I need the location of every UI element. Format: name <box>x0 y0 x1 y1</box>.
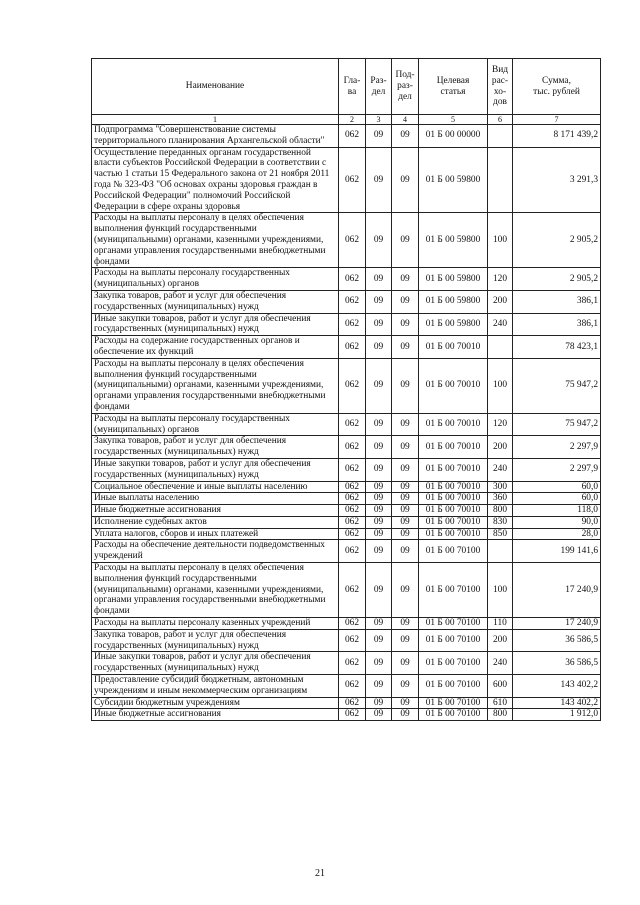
row-sum-cell: 386,1 <box>513 290 601 313</box>
row-name-cell: Иные закупки товаров, работ и услуг для обеспечения государственных (муниципальных) нужд <box>92 313 339 336</box>
row-name-cell: Расходы на выплаты персоналу в целях обеспечения выполнения функций государственными (муниципальными) органами, казенными учреждениями, органами управления государственными внебюджетными фондами <box>92 213 339 268</box>
row-sum-cell: 36 586,5 <box>513 652 601 675</box>
row-sum-cell: 2 297,9 <box>513 458 601 481</box>
row-podrazdel-cell: 09 <box>392 290 419 313</box>
row-vid-cell: 100 <box>488 213 513 268</box>
row-name-cell: Иные бюджетные ассигнования <box>92 709 339 721</box>
row-name-cell: Закупка товаров, работ и услуг для обеспечения государственных (муниципальных) нужд <box>92 436 339 459</box>
row-glava-cell: 062 <box>339 697 366 709</box>
row-name-cell: Предоставление субсидий бюджетным, автономным учреждениям и иным некоммерческим организациям <box>92 675 339 698</box>
header-name: Наименование <box>92 59 339 115</box>
row-glava-cell: 062 <box>339 413 366 436</box>
row-target-cell: 01 Б 00 70100 <box>419 675 488 698</box>
column-number: 6 <box>488 115 513 125</box>
row-razdel-cell: 09 <box>366 540 392 563</box>
row-sum-cell: 60,0 <box>513 481 601 493</box>
row-sum-cell: 2 905,2 <box>513 268 601 291</box>
row-glava-cell: 062 <box>339 652 366 675</box>
header-razdel: Раз- дел <box>366 59 392 115</box>
column-number: 7 <box>513 115 601 125</box>
row-name-cell: Осуществление переданных органам государственной власти субъектов Российской Федерации в соответствии с частью 1 статьи 15 Федерального закона от 21 ноября 2011 года № 323-ФЗ "Об основах охраны здоровья граждан в Российской Федерации" полномочий Российской Федерации в сфере охраны здоровья <box>92 147 339 213</box>
row-sum-cell: 143 402,2 <box>513 697 601 709</box>
row-vid-cell: 100 <box>488 563 513 618</box>
row-vid-cell <box>488 147 513 213</box>
row-target-cell: 01 Б 00 70100 <box>419 629 488 652</box>
row-razdel-cell: 09 <box>366 213 392 268</box>
row-vid-cell: 240 <box>488 313 513 336</box>
row-name-cell: Расходы на выплаты персоналу в целях обеспечения выполнения функций государственными (муниципальными) органами, казенными учреждениями, органами управления государственными внебюджетными фондами <box>92 358 339 413</box>
row-target-cell: 01 Б 00 70010 <box>419 336 488 359</box>
row-vid-cell <box>488 540 513 563</box>
table-row <box>92 709 601 721</box>
row-sum-cell: 17 240,9 <box>513 618 601 630</box>
row-razdel-cell: 09 <box>366 709 392 721</box>
row-podrazdel-cell: 09 <box>392 697 419 709</box>
row-sum-cell: 118,0 <box>513 505 601 517</box>
row-sum-cell: 90,0 <box>513 516 601 528</box>
row-podrazdel-cell: 09 <box>392 313 419 336</box>
row-target-cell: 01 Б 00 70010 <box>419 358 488 413</box>
header-vid: Вид рас- хо- дов <box>488 59 513 115</box>
table-row <box>92 505 601 517</box>
row-vid-cell: 830 <box>488 516 513 528</box>
row-target-cell: 01 Б 00 59800 <box>419 147 488 213</box>
row-glava-cell: 062 <box>339 618 366 630</box>
row-name-cell: Иные бюджетные ассигнования <box>92 505 339 517</box>
row-razdel-cell: 09 <box>366 675 392 698</box>
row-razdel-cell: 09 <box>366 358 392 413</box>
row-name-cell: Закупка товаров, работ и услуг для обеспечения государственных (муниципальных) нужд <box>92 290 339 313</box>
column-number-row <box>92 115 601 125</box>
row-vid-cell: 200 <box>488 629 513 652</box>
header-glava: Гла- ва <box>339 59 366 115</box>
row-razdel-cell: 09 <box>366 336 392 359</box>
row-podrazdel-cell: 09 <box>392 413 419 436</box>
table-row <box>92 147 601 213</box>
column-number: 4 <box>392 115 419 125</box>
row-razdel-cell: 09 <box>366 652 392 675</box>
row-sum-cell: 199 141,6 <box>513 540 601 563</box>
table-row <box>92 528 601 540</box>
row-name-cell: Расходы на выплаты персоналу в целях обеспечения выполнения функций государственными (муниципальными) органами, казенными учреждениями, органами управления государственными внебюджетными фондами <box>92 563 339 618</box>
row-podrazdel-cell: 09 <box>392 618 419 630</box>
table-row <box>92 413 601 436</box>
row-podrazdel-cell: 09 <box>392 505 419 517</box>
row-glava-cell: 062 <box>339 458 366 481</box>
row-razdel-cell: 09 <box>366 629 392 652</box>
row-name-cell: Уплата налогов, сборов и иных платежей <box>92 528 339 540</box>
row-sum-cell: 3 291,3 <box>513 147 601 213</box>
row-name-cell: Расходы на содержание государственных органов и обеспечение их функций <box>92 336 339 359</box>
row-target-cell: 01 Б 00 70100 <box>419 540 488 563</box>
table-body <box>92 125 601 721</box>
row-sum-cell: 75 947,2 <box>513 358 601 413</box>
table-row <box>92 268 601 291</box>
row-vid-cell: 600 <box>488 675 513 698</box>
row-vid-cell: 100 <box>488 358 513 413</box>
row-glava-cell: 062 <box>339 516 366 528</box>
row-glava-cell: 062 <box>339 147 366 213</box>
row-name-cell: Расходы на выплаты персоналу казенных учреждений <box>92 618 339 630</box>
header-podrazdel: Под- раз- дел <box>392 59 419 115</box>
header-row <box>92 59 601 115</box>
row-glava-cell: 062 <box>339 290 366 313</box>
row-vid-cell: 240 <box>488 458 513 481</box>
row-vid-cell: 240 <box>488 652 513 675</box>
table-row <box>92 313 601 336</box>
row-name-cell: Иные закупки товаров, работ и услуг для обеспечения государственных (муниципальных) нужд <box>92 652 339 675</box>
row-glava-cell: 062 <box>339 629 366 652</box>
row-vid-cell <box>488 125 513 148</box>
row-razdel-cell: 09 <box>366 618 392 630</box>
row-podrazdel-cell: 09 <box>392 147 419 213</box>
row-name-cell: Закупка товаров, работ и услуг для обеспечения государственных (муниципальных) нужд <box>92 629 339 652</box>
row-target-cell: 01 Б 00 70010 <box>419 481 488 493</box>
row-razdel-cell: 09 <box>366 563 392 618</box>
row-name-cell: Расходы на выплаты персоналу государственных (муниципальных) органов <box>92 268 339 291</box>
row-glava-cell: 062 <box>339 528 366 540</box>
row-target-cell: 01 Б 00 59800 <box>419 313 488 336</box>
row-razdel-cell: 09 <box>366 458 392 481</box>
row-podrazdel-cell: 09 <box>392 481 419 493</box>
row-target-cell: 01 Б 00 70010 <box>419 413 488 436</box>
header-sum: Сумма, тыс. рублей <box>513 59 601 115</box>
row-name-cell: Социальное обеспечение и иные выплаты населению <box>92 481 339 493</box>
row-podrazdel-cell: 09 <box>392 213 419 268</box>
row-target-cell: 01 Б 00 00000 <box>419 125 488 148</box>
row-razdel-cell: 09 <box>366 147 392 213</box>
row-sum-cell: 2 905,2 <box>513 213 601 268</box>
table-row <box>92 618 601 630</box>
column-number: 3 <box>366 115 392 125</box>
row-name-cell: Иные выплаты населению <box>92 493 339 505</box>
row-podrazdel-cell: 09 <box>392 528 419 540</box>
row-podrazdel-cell: 09 <box>392 629 419 652</box>
row-target-cell: 01 Б 00 70010 <box>419 516 488 528</box>
row-name-cell: Подпрограмма "Совершенствование системы территориального планирования Архангельской области" <box>92 125 339 148</box>
row-glava-cell: 062 <box>339 481 366 493</box>
row-vid-cell <box>488 336 513 359</box>
row-razdel-cell: 09 <box>366 290 392 313</box>
row-vid-cell: 850 <box>488 528 513 540</box>
row-target-cell: 01 Б 00 70100 <box>419 618 488 630</box>
row-podrazdel-cell: 09 <box>392 336 419 359</box>
row-sum-cell: 1 912,0 <box>513 709 601 721</box>
row-vid-cell: 200 <box>488 436 513 459</box>
row-name-cell: Иные закупки товаров, работ и услуг для обеспечения государственных (муниципальных) нужд <box>92 458 339 481</box>
row-target-cell: 01 Б 00 70010 <box>419 458 488 481</box>
column-number: 5 <box>419 115 488 125</box>
row-target-cell: 01 Б 00 70010 <box>419 436 488 459</box>
row-glava-cell: 062 <box>339 563 366 618</box>
row-name-cell: Исполнение судебных актов <box>92 516 339 528</box>
row-razdel-cell: 09 <box>366 697 392 709</box>
page-number: 21 <box>315 868 325 879</box>
row-sum-cell: 28,0 <box>513 528 601 540</box>
row-vid-cell: 200 <box>488 290 513 313</box>
row-podrazdel-cell: 09 <box>392 652 419 675</box>
row-name-cell: Субсидии бюджетным учреждениям <box>92 697 339 709</box>
row-target-cell: 01 Б 00 59800 <box>419 213 488 268</box>
column-number: 1 <box>92 115 339 125</box>
row-glava-cell: 062 <box>339 268 366 291</box>
row-vid-cell: 800 <box>488 505 513 517</box>
row-razdel-cell: 09 <box>366 505 392 517</box>
table-row <box>92 675 601 698</box>
row-target-cell: 01 Б 00 70010 <box>419 493 488 505</box>
row-target-cell: 01 Б 00 70010 <box>419 505 488 517</box>
row-glava-cell: 062 <box>339 336 366 359</box>
row-razdel-cell: 09 <box>366 481 392 493</box>
row-name-cell: Расходы на выплаты персоналу государственных (муниципальных) органов <box>92 413 339 436</box>
row-glava-cell: 062 <box>339 540 366 563</box>
row-vid-cell: 120 <box>488 268 513 291</box>
table-row <box>92 125 601 148</box>
row-podrazdel-cell: 09 <box>392 675 419 698</box>
row-razdel-cell: 09 <box>366 436 392 459</box>
row-podrazdel-cell: 09 <box>392 516 419 528</box>
row-glava-cell: 062 <box>339 125 366 148</box>
row-name-cell: Расходы на обеспечение деятельности подведомственных учреждений <box>92 540 339 563</box>
row-sum-cell: 8 171 439,2 <box>513 125 601 148</box>
row-sum-cell: 36 586,5 <box>513 629 601 652</box>
row-podrazdel-cell: 09 <box>392 358 419 413</box>
table-row <box>92 336 601 359</box>
row-podrazdel-cell: 09 <box>392 436 419 459</box>
row-razdel-cell: 09 <box>366 516 392 528</box>
row-razdel-cell: 09 <box>366 268 392 291</box>
table-row <box>92 290 601 313</box>
table-row <box>92 436 601 459</box>
row-podrazdel-cell: 09 <box>392 709 419 721</box>
row-glava-cell: 062 <box>339 675 366 698</box>
row-podrazdel-cell: 09 <box>392 125 419 148</box>
column-number: 2 <box>339 115 366 125</box>
row-podrazdel-cell: 09 <box>392 493 419 505</box>
row-razdel-cell: 09 <box>366 313 392 336</box>
row-vid-cell: 300 <box>488 481 513 493</box>
row-sum-cell: 143 402,2 <box>513 675 601 698</box>
budget-table <box>91 58 601 721</box>
table-row <box>92 652 601 675</box>
row-vid-cell: 800 <box>488 709 513 721</box>
row-target-cell: 01 Б 00 59800 <box>419 268 488 291</box>
row-podrazdel-cell: 09 <box>392 540 419 563</box>
row-glava-cell: 062 <box>339 358 366 413</box>
table-row <box>92 458 601 481</box>
table-row <box>92 481 601 493</box>
row-razdel-cell: 09 <box>366 413 392 436</box>
row-glava-cell: 062 <box>339 436 366 459</box>
row-vid-cell: 610 <box>488 697 513 709</box>
table-row <box>92 493 601 505</box>
row-glava-cell: 062 <box>339 709 366 721</box>
row-razdel-cell: 09 <box>366 125 392 148</box>
row-glava-cell: 062 <box>339 505 366 517</box>
table-row <box>92 358 601 413</box>
table-row <box>92 697 601 709</box>
row-target-cell: 01 Б 00 70100 <box>419 697 488 709</box>
row-sum-cell: 75 947,2 <box>513 413 601 436</box>
row-vid-cell: 360 <box>488 493 513 505</box>
row-vid-cell: 120 <box>488 413 513 436</box>
row-sum-cell: 78 423,1 <box>513 336 601 359</box>
table-row <box>92 563 601 618</box>
row-podrazdel-cell: 09 <box>392 268 419 291</box>
row-glava-cell: 062 <box>339 313 366 336</box>
row-podrazdel-cell: 09 <box>392 563 419 618</box>
table-row <box>92 629 601 652</box>
row-sum-cell: 386,1 <box>513 313 601 336</box>
row-target-cell: 01 Б 00 70100 <box>419 563 488 618</box>
table-row <box>92 516 601 528</box>
table-row <box>92 213 601 268</box>
row-glava-cell: 062 <box>339 493 366 505</box>
row-glava-cell: 062 <box>339 213 366 268</box>
row-razdel-cell: 09 <box>366 493 392 505</box>
row-target-cell: 01 Б 00 59800 <box>419 290 488 313</box>
table-row <box>92 540 601 563</box>
row-sum-cell: 2 297,9 <box>513 436 601 459</box>
row-sum-cell: 17 240,9 <box>513 563 601 618</box>
row-vid-cell: 110 <box>488 618 513 630</box>
row-razdel-cell: 09 <box>366 528 392 540</box>
header-target: Целевая статья <box>419 59 488 115</box>
row-sum-cell: 60,0 <box>513 493 601 505</box>
row-target-cell: 01 Б 00 70010 <box>419 528 488 540</box>
row-target-cell: 01 Б 00 70100 <box>419 652 488 675</box>
row-target-cell: 01 Б 00 70100 <box>419 709 488 721</box>
row-podrazdel-cell: 09 <box>392 458 419 481</box>
